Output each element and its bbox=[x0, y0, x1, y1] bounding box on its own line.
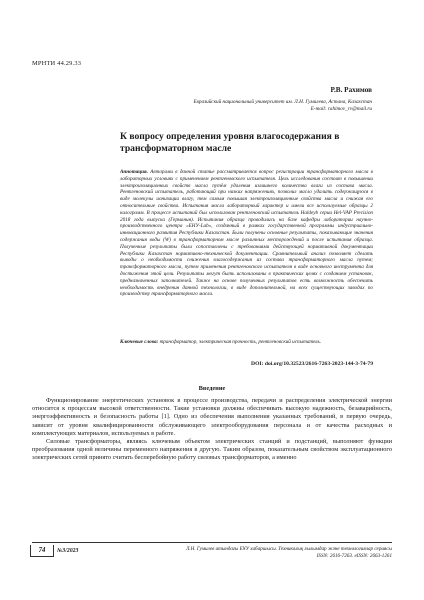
keywords bbox=[120, 339, 373, 346]
journal-info bbox=[108, 546, 392, 559]
journal-title: Л.Н. Гумилев атындағы ЕҰУ хабаршысы. Техникалық ғылымдар және технологиялар сериясы bbox=[185, 546, 392, 552]
doi-link[interactable]: DOI: doi.org/10.32523/2616-7263-2023-144-3-74-79 bbox=[251, 361, 373, 367]
keywords-text: трансформатор, электрическая прочность, рентгеновский испытатель. bbox=[159, 339, 322, 345]
paragraph: Функционирование энергетических установок в процессе производства, передачи и распределения электрической энергии относится к процессам высокой ответственности. Такие установки должны обеспечивать высокую надежность, безаварийность, энергоэффективность и безопасность работы [1]. Одно из обеспечения выполнения указанных требований, в первую очередь, зависит от уровня квалифицированности обслуживающего электрооборудования персонала и от качества расходных и комплектующих материалов, используемых в работе. bbox=[32, 397, 392, 437]
issue-number: №3/2023 bbox=[57, 548, 79, 554]
affiliation: Евразийский национальный университет им. Л.Н. Гумилева, Астана, Казахстан bbox=[193, 99, 372, 105]
author-name: Р.В. Рахимов bbox=[330, 86, 372, 94]
keywords-label: Ключевые слова: bbox=[120, 339, 159, 345]
article-title: К вопросу определения уровня влагосодержания в трансформаторном масле bbox=[120, 131, 340, 154]
abstract bbox=[120, 169, 373, 298]
introduction-body bbox=[32, 397, 392, 463]
author-affiliation-block bbox=[120, 99, 372, 114]
abstract-text: Авторами в данной статье рассматривается вопрос регистрации трансформаторного масла в лабораторных условиях с применением рентгеновского испытателя. Цель исследования состоит в повышении электроизоляционных свойств масла путём удаления излишнего количества влаги из состава масла. Рентгеновский испытатель, работающий при низких напряжениях, позволил масло удалить содержащуюся в виде молекулы ионизации влагу, тем самым повышая электроизоляционные свойства масла и снижая его относительные свойства. Испытания масла лабораторный характер и имели все используемые образцы 2 килограмм. В процессе испытаний был использован рентгеновский испытатель Haldeyb серии Hel-VAP Precision 2018 года выпуска (Германия). Испытания образца проводились на базе кафедры лаборатории научно-производственного центра «ЕНУ-Lab», созданный в рамках государственной программы индустриально-инновационного развития Республики Казахстан. Были получены основные результаты, показывающие значения содержания воды (W) в трансформаторном масле различных месторождений и после испытания образца. Полученные результаты были сопоставлены с требованиями действующей нормативной документации Республики Казахстан нормативно-технической документации. Сравнительный анализ позволяет сделать выводы о необходимости снижения влагосодержания из состава трансформаторного масла путем; трансформаторного масла, путем применения рентгеновского испытателя в виде основного инструмента для достижения этой цели. Результаты могут быть использованы в практических целях с созданием установок, предназначенных заполнителей. Также на основе полученных результатов есть возможность обеспечить необходимость внедрения данной технологии, в виде дополнительной, на всех существующих заводах по производству трансформаторного масла. bbox=[120, 169, 373, 298]
page-number: 74 bbox=[30, 545, 54, 557]
journal-issn: ISSN: 2616-7263. eISSN: 2663-1261 bbox=[316, 552, 392, 559]
mrnti-code: МРНТИ 44.29.33 bbox=[32, 60, 82, 67]
paragraph: Силовые трансформаторы, являясь ключевым объектом электрических станций и подстанций, выполняют функции преобразования одной величины переменного напряжения в другую. Таким образом, показательным свойством эксплуатационного электрических сетей принято считать бесперебойную работу силовых трансформаторов, а именно bbox=[32, 438, 392, 462]
section-heading-introduction: Введение bbox=[198, 385, 226, 392]
footer-divider bbox=[32, 542, 392, 543]
abstract-label: Аннотация. bbox=[120, 169, 148, 175]
author-email[interactable]: E-mail: rahimov_rv@mail.ru bbox=[310, 106, 372, 113]
